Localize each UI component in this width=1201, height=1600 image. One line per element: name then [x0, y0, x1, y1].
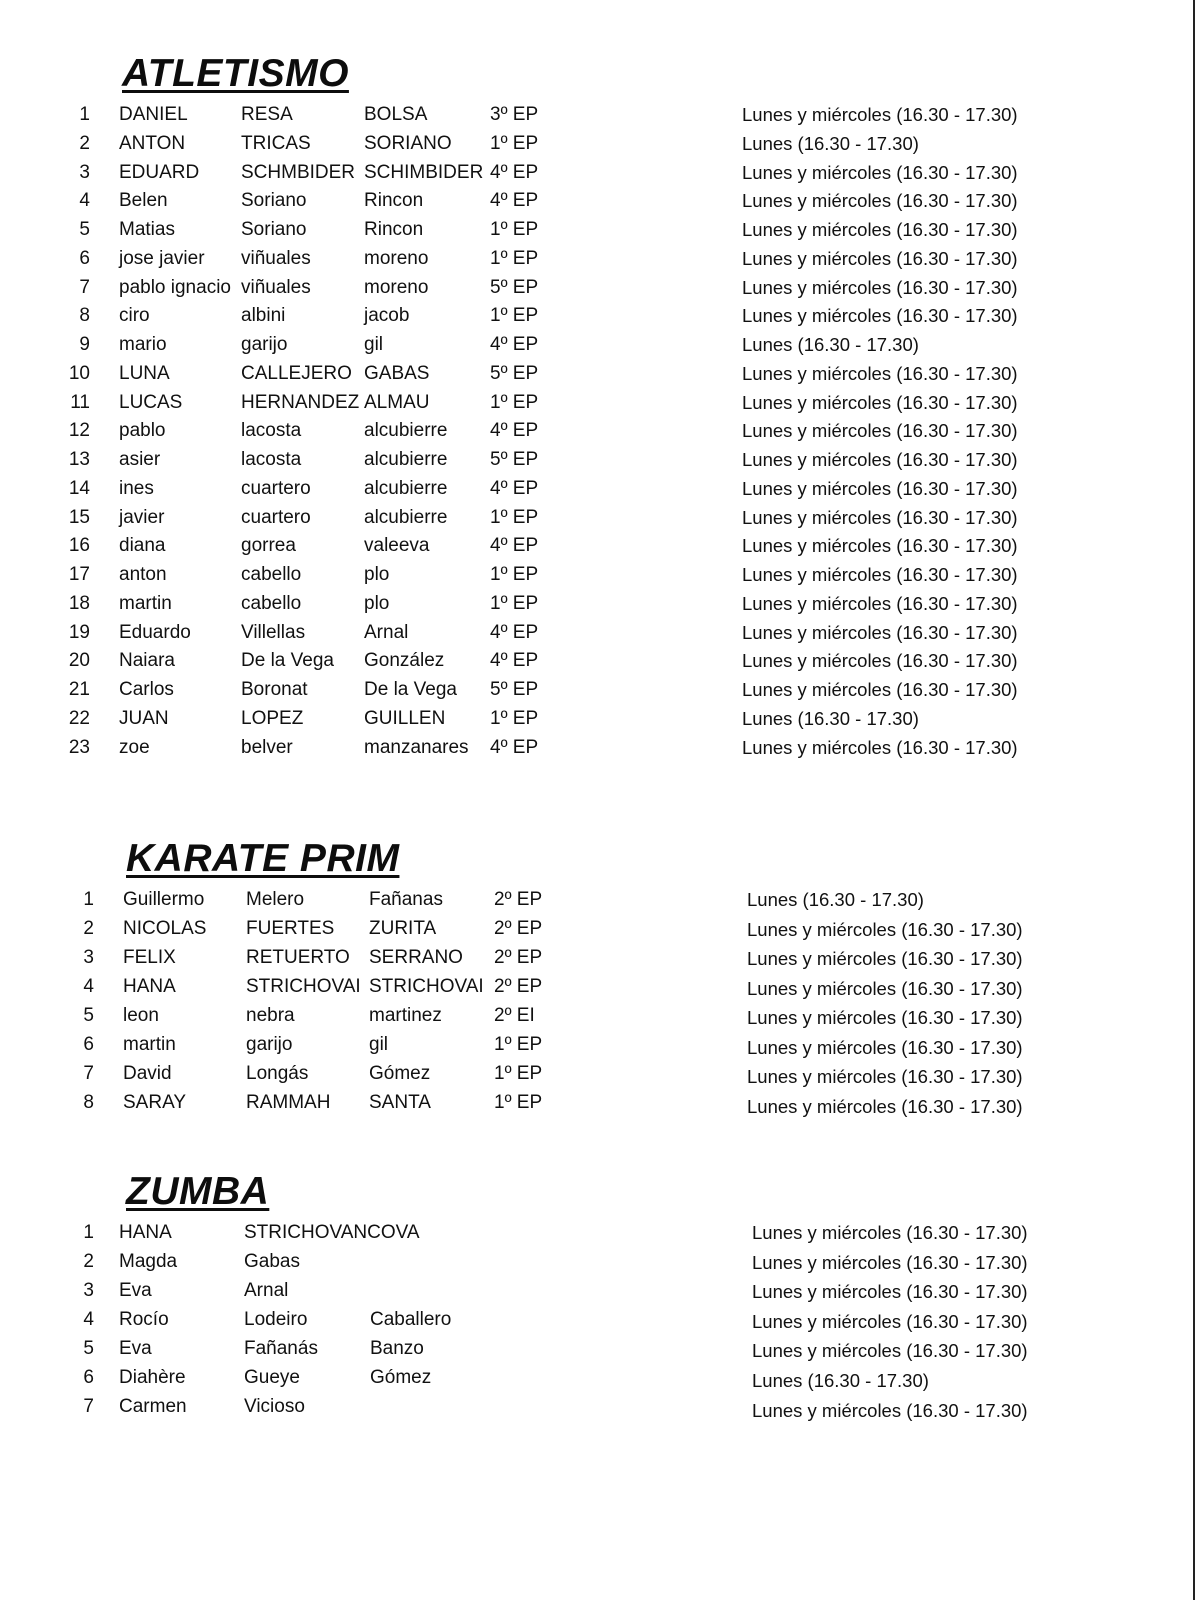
table-row [0, 733, 1180, 762]
row-number: 9 [79, 334, 90, 355]
row-number: 2 [79, 132, 90, 154]
last2-cell: Gómez [369, 1063, 431, 1084]
first-cell: NICOLAS [123, 918, 207, 939]
schedule-cell: Lunes y miércoles (16.30 - 17.30) [742, 362, 1018, 384]
schedule-cell: Lunes y miércoles (16.30 - 17.30) [742, 535, 1018, 557]
last2-cell: SANTA [369, 1092, 431, 1113]
table-row [0, 158, 1180, 187]
schedule-cell: Lunes y miércoles (16.30 - 17.30) [742, 592, 1018, 614]
schedule-cell: Lunes y miércoles (16.30 - 17.30) [742, 104, 1018, 125]
row-number: 6 [83, 1034, 94, 1055]
last1-cell: FUERTES [246, 918, 335, 939]
last2-cell: GABAS [364, 362, 430, 384]
table-row [0, 129, 1180, 158]
last2-cell: alcubierre [364, 449, 448, 470]
table-row [0, 560, 1180, 589]
last1-cell: nebra [246, 1005, 295, 1026]
last1-cell: Longás [246, 1063, 309, 1084]
schedule-cell: Lunes y miércoles (16.30 - 17.30) [747, 1066, 1023, 1087]
grade-cell: 4º EP [490, 477, 539, 499]
grade-cell: 4º EP [490, 650, 539, 672]
last1-cell: De la Vega [241, 650, 334, 672]
schedule-cell: Lunes y miércoles (16.30 - 17.30) [742, 650, 1018, 672]
grade-cell: 5º EP [490, 362, 539, 384]
table-row [0, 1088, 1180, 1117]
last2-cell: martinez [369, 1005, 442, 1026]
first-cell: JUAN [119, 707, 169, 729]
first-cell: HANA [119, 1222, 172, 1243]
last2-cell: alcubierre [364, 477, 448, 499]
row-number: 8 [79, 305, 90, 327]
row-number: 7 [83, 1063, 94, 1084]
first-cell: ANTON [119, 132, 186, 154]
schedule-cell: Lunes y miércoles (16.30 - 17.30) [752, 1222, 1028, 1243]
grade-cell: 4º EP [490, 535, 539, 557]
schedule-cell: Lunes y miércoles (16.30 - 17.30) [747, 1095, 1023, 1117]
first-cell: SARAY [123, 1092, 187, 1113]
row-number: 18 [68, 592, 90, 614]
schedule-cell: Lunes y miércoles (16.30 - 17.30) [742, 736, 1018, 758]
last1-cell: cabello [241, 564, 302, 585]
row-number: 23 [68, 736, 90, 758]
schedule-cell: Lunes y miércoles (16.30 - 17.30) [747, 918, 1023, 940]
first-cell: diana [119, 535, 166, 557]
schedule-cell: Lunes y miércoles (16.30 - 17.30) [742, 420, 1018, 442]
row-number: 1 [79, 104, 90, 125]
grade-cell: 4º EP [490, 420, 539, 442]
last2-cell: manzanares [364, 736, 469, 758]
last2-cell: gil [369, 1034, 389, 1055]
grade-cell: 1º EP [490, 506, 539, 528]
first-cell: David [123, 1063, 172, 1084]
first-cell: asier [119, 449, 161, 470]
row-number: 1 [83, 889, 94, 910]
last1-cell: CALLEJERO [241, 362, 352, 384]
table-row [0, 943, 1180, 972]
table-row [0, 301, 1180, 330]
table-row [0, 215, 1180, 244]
table-row [0, 1363, 1180, 1392]
last2-cell: GUILLEN [364, 707, 446, 729]
row-number: 12 [68, 420, 90, 442]
row-number: 7 [83, 1396, 94, 1417]
section-title: ATLETISMO [122, 52, 349, 95]
first-cell: Diahère [119, 1367, 186, 1388]
table-row [0, 675, 1180, 704]
first-cell: anton [119, 564, 167, 585]
table-row [0, 1305, 1180, 1334]
last1-cell: Fañanás [244, 1338, 318, 1359]
grade-cell: 1º EP [490, 391, 539, 413]
first-cell: pablo ignacio [119, 276, 231, 298]
table-row [0, 972, 1180, 1001]
first-cell: Guillermo [123, 889, 205, 910]
schedule-cell: Lunes y miércoles (16.30 - 17.30) [742, 276, 1018, 298]
schedule-cell: Lunes y miércoles (16.30 - 17.30) [742, 190, 1018, 212]
grade-cell: 1º EP [490, 305, 539, 327]
first-cell: Rocío [119, 1309, 169, 1330]
schedule-cell: Lunes y miércoles (16.30 - 17.30) [747, 1036, 1023, 1058]
last2-cell: Gómez [370, 1367, 432, 1388]
table-row [0, 445, 1180, 474]
last1-cell: Arnal [244, 1280, 289, 1301]
schedule-cell: Lunes y miércoles (16.30 - 17.30) [747, 977, 1023, 999]
last2-cell: De la Vega [364, 679, 457, 700]
last1-cell: SCHMBIDER [241, 161, 356, 183]
row-number: 17 [68, 564, 90, 585]
schedule-cell: Lunes y miércoles (16.30 - 17.30) [742, 305, 1018, 327]
last1-cell: albini [241, 305, 286, 327]
row-number: 21 [68, 679, 90, 700]
last1-cell: RETUERTO [246, 947, 350, 968]
last2-cell: SCHIMBIDER [364, 161, 484, 183]
row-number: 4 [83, 976, 94, 997]
schedule-cell: Lunes (16.30 - 17.30) [742, 334, 919, 355]
row-number: 10 [68, 362, 90, 384]
first-cell: Belen [119, 190, 168, 212]
last2-cell: Rincon [364, 219, 424, 240]
grade-cell: 2º EP [494, 976, 543, 997]
last1-cell: Soriano [241, 219, 307, 240]
last1-cell: TRICAS [241, 132, 311, 154]
last1-cell: viñuales [241, 276, 311, 298]
last1-cell: STRICHOVANCOVA [244, 1222, 420, 1243]
grade-cell: 4º EP [490, 190, 539, 212]
last1-cell: RAMMAH [246, 1092, 331, 1113]
schedule-cell: Lunes y miércoles (16.30 - 17.30) [747, 1007, 1023, 1028]
last1-cell: Gabas [244, 1251, 300, 1272]
first-cell: pablo [119, 420, 166, 442]
last2-cell: gil [364, 334, 384, 355]
row-number: 19 [68, 621, 90, 643]
row-number: 5 [83, 1338, 94, 1359]
grade-cell: 1º EP [494, 1034, 543, 1055]
grade-cell: 1º EP [494, 1063, 543, 1084]
grade-cell: 1º EP [490, 707, 539, 729]
last1-cell: Vicioso [244, 1396, 305, 1417]
table-row [0, 646, 1180, 675]
last1-cell: cuartero [241, 506, 311, 528]
first-cell: javier [119, 506, 165, 528]
first-cell: LUNA [119, 362, 170, 384]
schedule-cell: Lunes y miércoles (16.30 - 17.30) [752, 1281, 1028, 1303]
table-row [0, 359, 1180, 388]
last2-cell: Fañanas [369, 889, 443, 910]
grade-cell: 5º EP [490, 679, 539, 700]
grade-cell: 5º EP [490, 276, 539, 298]
row-number: 6 [83, 1367, 94, 1388]
table-row [0, 1030, 1180, 1059]
last2-cell: BOLSA [364, 104, 428, 125]
table-row [0, 618, 1180, 647]
row-number: 2 [83, 918, 94, 939]
first-cell: mario [119, 334, 167, 355]
row-number: 3 [79, 161, 90, 183]
schedule-cell: Lunes y miércoles (16.30 - 17.30) [742, 219, 1018, 240]
table-row [0, 1276, 1180, 1305]
schedule-cell: Lunes y miércoles (16.30 - 17.30) [752, 1399, 1028, 1421]
grade-cell: 1º EP [490, 219, 539, 240]
roster-list [0, 885, 1180, 1117]
last2-cell: alcubierre [364, 420, 448, 442]
schedule-cell: Lunes (16.30 - 17.30) [742, 707, 919, 729]
last1-cell: lacosta [241, 449, 302, 470]
table-row [0, 885, 1180, 914]
first-cell: martin [123, 1034, 176, 1055]
schedule-cell: Lunes (16.30 - 17.30) [742, 132, 919, 154]
first-cell: EDUARD [119, 161, 200, 183]
schedule-cell: Lunes y miércoles (16.30 - 17.30) [752, 1251, 1028, 1273]
table-row [0, 100, 1180, 129]
last1-cell: cabello [241, 592, 302, 614]
table-row [0, 503, 1180, 532]
schedule-cell: Lunes y miércoles (16.30 - 17.30) [747, 948, 1023, 969]
row-number: 5 [79, 219, 90, 240]
last1-cell: garijo [246, 1034, 293, 1055]
row-number: 2 [83, 1251, 94, 1272]
first-cell: Eva [119, 1280, 152, 1301]
grade-cell: 3º EP [490, 104, 539, 125]
grade-cell: 4º EP [490, 621, 539, 643]
row-number: 4 [79, 190, 90, 212]
first-cell: Magda [119, 1251, 178, 1272]
roster-list [0, 100, 1180, 761]
last2-cell: Caballero [370, 1309, 452, 1330]
grade-cell: 2º EP [494, 889, 543, 910]
last1-cell: LOPEZ [241, 707, 304, 729]
first-cell: martin [119, 592, 172, 614]
table-row [0, 416, 1180, 445]
last1-cell: RESA [241, 104, 293, 125]
row-number: 5 [83, 1005, 94, 1026]
row-number: 8 [83, 1092, 94, 1113]
grade-cell: 1º EP [490, 247, 539, 269]
grade-cell: 4º EP [490, 736, 539, 758]
grade-cell: 4º EP [490, 334, 539, 355]
first-cell: Naiara [119, 650, 175, 672]
last2-cell: moreno [364, 276, 429, 298]
first-cell: Eduardo [119, 621, 191, 643]
table-row [0, 1218, 1180, 1247]
row-number: 1 [83, 1222, 94, 1243]
last2-cell: plo [364, 564, 390, 585]
last1-cell: garijo [241, 334, 288, 355]
schedule-cell: Lunes y miércoles (16.30 - 17.30) [752, 1310, 1028, 1332]
first-cell: ines [119, 477, 154, 499]
first-cell: jose javier [119, 247, 205, 269]
row-number: 20 [68, 650, 90, 672]
row-number: 15 [68, 506, 90, 528]
schedule-cell: Lunes (16.30 - 17.30) [747, 889, 924, 910]
table-row [0, 474, 1180, 503]
schedule-cell: Lunes (16.30 - 17.30) [752, 1370, 929, 1391]
row-number: 13 [68, 449, 90, 470]
schedule-cell: Lunes y miércoles (16.30 - 17.30) [742, 247, 1018, 269]
last2-cell: SORIANO [364, 132, 452, 154]
last2-cell: moreno [364, 247, 429, 269]
table-row [0, 244, 1180, 273]
grade-cell: 1º EP [494, 1092, 543, 1113]
table-row [0, 1392, 1180, 1421]
last2-cell: Banzo [370, 1338, 424, 1359]
last2-cell: Rincon [364, 190, 424, 212]
row-number: 11 [70, 391, 90, 413]
first-cell: zoe [119, 736, 150, 758]
last2-cell: jacob [364, 305, 410, 327]
table-row [0, 186, 1180, 215]
grade-cell: 1º EP [490, 564, 539, 585]
schedule-cell: Lunes y miércoles (16.30 - 17.30) [742, 449, 1018, 470]
table-row [0, 1001, 1180, 1030]
last1-cell: Soriano [241, 190, 307, 212]
first-cell: Carmen [119, 1396, 187, 1417]
table-row [0, 1334, 1180, 1363]
grade-cell: 1º EP [490, 132, 539, 154]
section-title: KARATE PRIM [126, 837, 400, 880]
schedule-cell: Lunes y miércoles (16.30 - 17.30) [742, 161, 1018, 183]
last2-cell: plo [364, 592, 390, 614]
first-cell: DANIEL [119, 104, 188, 125]
grade-cell: 4º EP [490, 161, 539, 183]
row-number: 14 [68, 477, 90, 499]
last1-cell: STRICHOVAI [246, 976, 361, 997]
row-number: 22 [68, 707, 90, 729]
schedule-cell: Lunes y miércoles (16.30 - 17.30) [742, 679, 1018, 700]
last1-cell: viñuales [241, 247, 311, 269]
grade-cell: 5º EP [490, 449, 539, 470]
row-number: 3 [83, 1280, 94, 1301]
last1-cell: Melero [246, 889, 305, 910]
last2-cell: ALMAU [364, 391, 430, 413]
last1-cell: Boronat [241, 679, 308, 700]
last1-cell: HERNANDEZ [241, 391, 360, 413]
first-cell: Eva [119, 1338, 152, 1359]
table-row [0, 273, 1180, 302]
section-title: ZUMBA [126, 1170, 270, 1213]
last2-cell: STRICHOVAI [369, 976, 484, 997]
row-number: 7 [79, 276, 90, 298]
table-row [0, 589, 1180, 618]
schedule-cell: Lunes y miércoles (16.30 - 17.30) [742, 391, 1018, 413]
first-cell: HANA [123, 976, 176, 997]
last1-cell: Villellas [241, 621, 306, 643]
last1-cell: gorrea [241, 535, 296, 557]
grade-cell: 2º EP [494, 918, 543, 939]
first-cell: Matias [119, 219, 175, 240]
page-edge-line [1193, 0, 1195, 1600]
table-row [0, 531, 1180, 560]
table-row [0, 330, 1180, 359]
last1-cell: cuartero [241, 477, 311, 499]
last2-cell: valeeva [364, 535, 430, 557]
schedule-cell: Lunes y miércoles (16.30 - 17.30) [742, 477, 1018, 499]
first-cell: FELIX [123, 947, 176, 968]
first-cell: leon [123, 1005, 159, 1026]
schedule-cell: Lunes y miércoles (16.30 - 17.30) [742, 564, 1018, 585]
last1-cell: Lodeiro [244, 1309, 308, 1330]
row-number: 4 [83, 1309, 94, 1330]
first-cell: Carlos [119, 679, 174, 700]
schedule-cell: Lunes y miércoles (16.30 - 17.30) [742, 506, 1018, 528]
row-number: 16 [68, 535, 90, 557]
roster-list [0, 1218, 1180, 1421]
last2-cell: Arnal [364, 621, 409, 643]
last2-cell: SERRANO [369, 947, 463, 968]
last1-cell: Gueye [244, 1367, 300, 1388]
last1-cell: belver [241, 736, 293, 758]
table-row [0, 914, 1180, 943]
first-cell: LUCAS [119, 391, 183, 413]
table-row [0, 704, 1180, 733]
grade-cell: 2º EI [494, 1005, 535, 1026]
last2-cell: alcubierre [364, 506, 448, 528]
schedule-cell: Lunes y miércoles (16.30 - 17.30) [752, 1340, 1028, 1362]
schedule-cell: Lunes y miércoles (16.30 - 17.30) [742, 621, 1018, 643]
table-row [0, 1059, 1180, 1088]
row-number: 6 [79, 247, 90, 269]
last1-cell: lacosta [241, 420, 302, 442]
last2-cell: González [364, 650, 445, 672]
row-number: 3 [83, 947, 94, 968]
grade-cell: 1º EP [490, 592, 539, 614]
table-row [0, 388, 1180, 417]
table-row [0, 1247, 1180, 1276]
last2-cell: ZURITA [369, 918, 437, 939]
grade-cell: 2º EP [494, 947, 543, 968]
first-cell: ciro [119, 305, 150, 327]
